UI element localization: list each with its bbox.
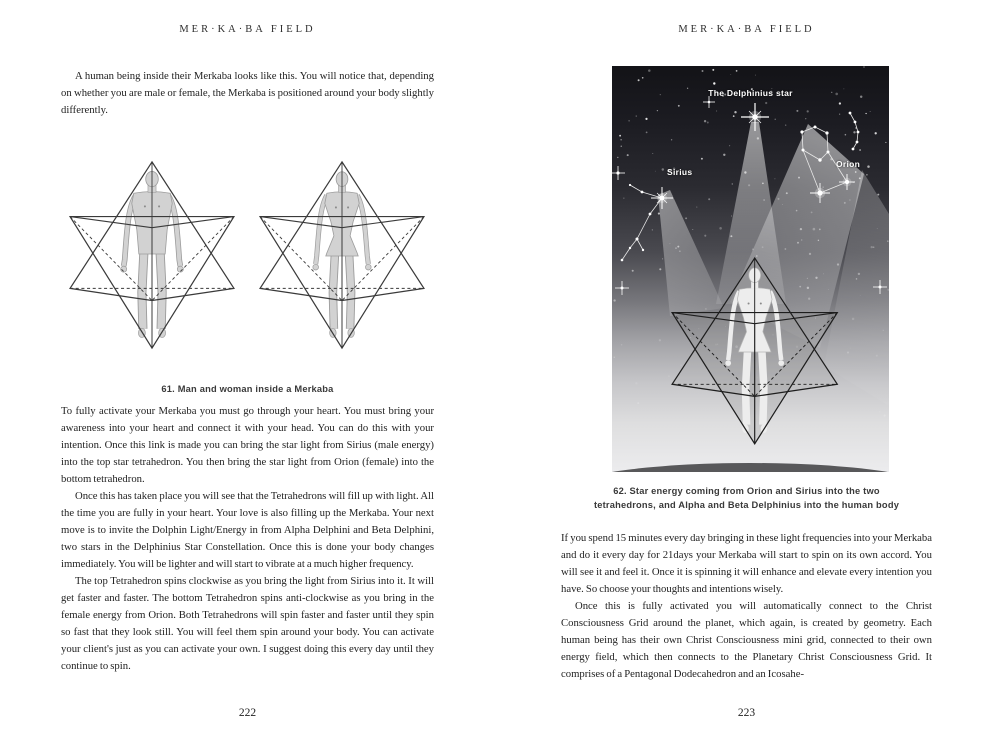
- merkaba-wireframe: [70, 162, 234, 348]
- delphinius-label: The Delphinius star: [708, 88, 793, 98]
- left-running-header: MER·KA·BA FIELD: [179, 24, 316, 35]
- left-intro-paragraph: [61, 68, 434, 119]
- caption-line: 62. Star energy coming from Orion and Sirius into the two: [613, 486, 880, 496]
- paragraph: If you spend 15 minutes every day bringing in these light frequencies into your Merkaba and do it every day for 21days your Merkaba will start to spin on its own accord. You will see it and feel it. Once it is spinning it will enhance and elevate every intention you have. So choose your thoughts and intentions wisely.: [561, 532, 932, 595]
- merkaba-woman-diagram: [256, 156, 428, 354]
- left-page-number: 222: [238, 707, 257, 719]
- paragraph: To fully activate your Merkaba you must go through your heart. You must bring your awareness into your heart and connect it with your head. You can do this with your intention. Once this link is made you can bring the star light from Sirius (male energy) into the top star tetrahedron. You then bring the star light from Orion (female) into the bottom tetrahedron.: [61, 405, 434, 485]
- merkaba-man-diagram: [66, 156, 238, 354]
- figure-62-caption: [561, 484, 932, 512]
- caption-line: tetrahedrons, and Alpha and Beta Delphinius into the human body: [593, 500, 900, 510]
- merkaba-wireframe: [260, 162, 424, 348]
- figure-merkaba-woman: [256, 156, 428, 354]
- right-body-text: [561, 530, 932, 683]
- figure-star-energy: [612, 66, 889, 472]
- paragraph: A human being inside their Merkaba looks like this. You will notice that, depending on whether you are male or female, the Merkaba is positioned around your body slightly differently.: [61, 70, 434, 116]
- figure-61-caption: 61. Man and woman inside a Merkaba: [161, 384, 334, 394]
- left-body-text: [61, 403, 434, 675]
- starfield-art: [612, 66, 889, 472]
- right-running-header: MER·KA·BA FIELD: [678, 24, 815, 35]
- delphinius-star-icon: [741, 103, 769, 131]
- figure-merkaba-man: [66, 156, 238, 354]
- paragraph: Once this is fully activated you will automatically connect to the Christ Consciousness Grid around the planet, which again, is created by geometry. Each human being has their own Christ Consciousness mini grid, connected to their own energy field, which then connects to the Planetary Christ Consciousness Grid. It comprises of a Pentagonal Dodecahedron and an Icosahe-: [561, 600, 932, 680]
- sirius-label: Sirius: [667, 167, 693, 177]
- orion-label: Orion: [836, 159, 861, 169]
- paragraph: The top Tetrahedron spins clockwise as you bring the light from Sirius into it. It will get faster and faster. The bottom Tetrahedron spins anti-clockwise as you bring in the female energy from Orion. Both Tetrahedrons will spin faster and faster until they spin so fast that they look still. You will feel them spin around your body. You can activate your client's just as you can activate your own. I suggest doing this every day until they continue to spin.: [61, 575, 434, 672]
- paragraph: Once this has taken place you will see that the Tetrahedrons will fill up with light. All the time you are fully in your heart. Your love is also filling up the Merkaba. Your next move is to invite the Dolphin Light/Energy in from Alpha Delphini and Beta Delphini, two stars in the Delphinius Star Constellation. Once this is done your body changes immediately. You will be lighter and will start to vibrate at a much higher frequency.: [61, 490, 434, 570]
- right-page-number: 223: [737, 707, 756, 719]
- horizon-arc: [612, 463, 889, 472]
